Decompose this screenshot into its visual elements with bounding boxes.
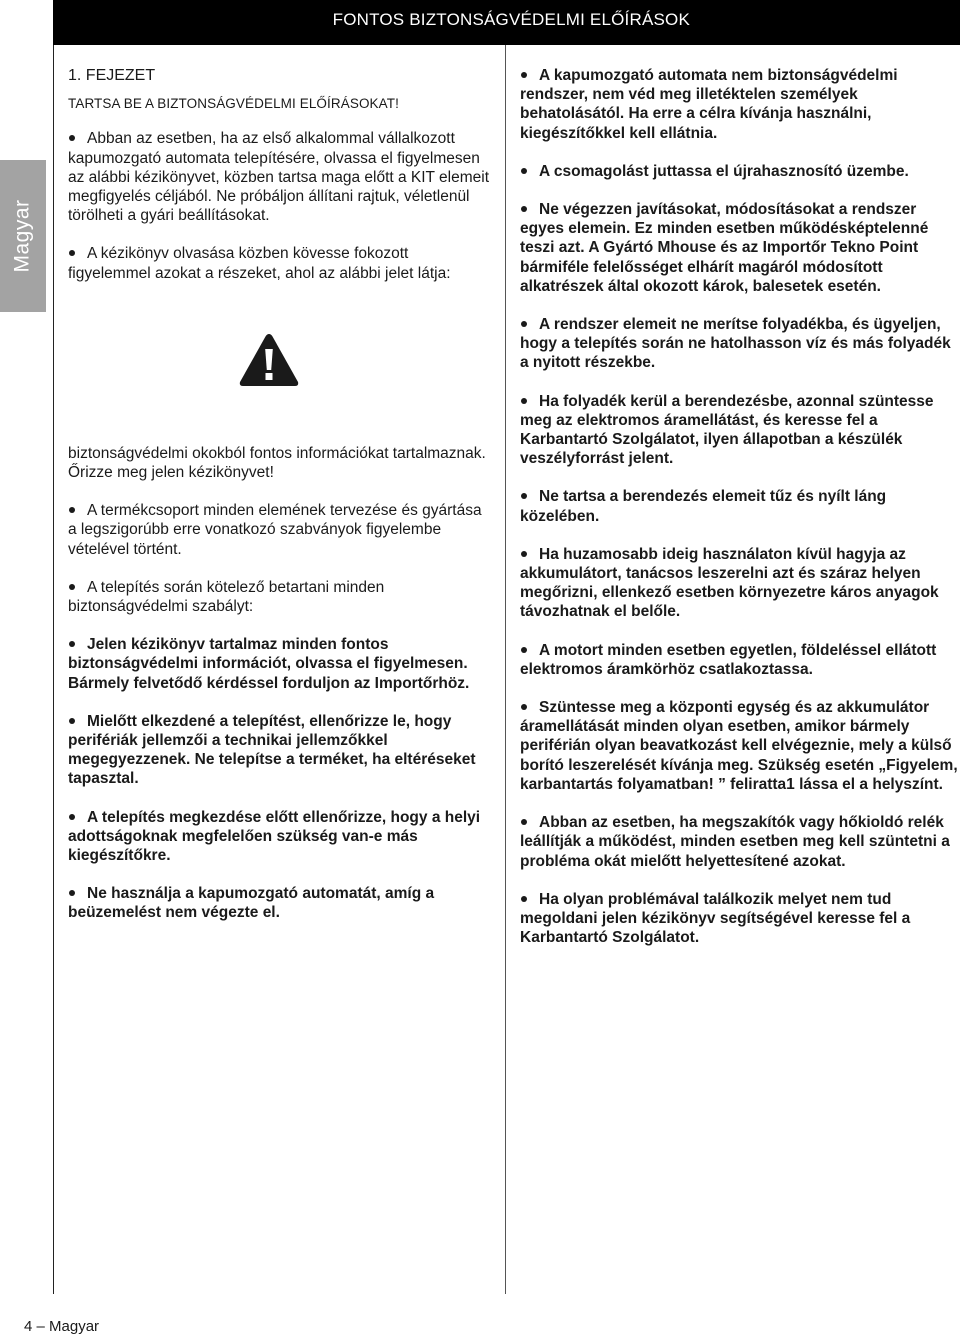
list-item-text: Ne használja a kapumozgató automatát, amíg a beüzemelést nem végezte el. <box>68 885 435 922</box>
list-item-text: Jelen kézikönyv tartalmaz minden fontos biztonságvédelmi információt, olvassa el figyelmesen. Bármely felvetődő kérdéssel forduljon az Importőrhöz. <box>68 636 470 692</box>
bullet-icon <box>69 814 75 820</box>
list-item-text: A rendszer elemeit ne merítse folyadékba, és ügyeljen, hogy a telepítés során ne hatolhasson víz és más folyadék a nyitott részekbe. <box>520 316 951 372</box>
bullet-icon <box>521 896 527 902</box>
warning-symbol-area <box>68 302 493 444</box>
list-item <box>520 813 960 871</box>
bullet-icon <box>521 72 527 78</box>
bullet-icon <box>521 493 527 499</box>
list-item-text: Ne végezzen javításokat, módosításokat a rendszer egyes elemein. Ez minden esetben működésképtelenné teszi azt. A Gyártó Mhouse és az Importőr Tekno Point bármiféle felelősséget elhárít magáról módosított alkatrészek által okozott károk, balesetek esetén. <box>520 201 929 295</box>
bullet-icon <box>69 718 75 724</box>
left-margin-rule <box>53 45 54 1294</box>
warning-note <box>68 444 493 482</box>
list-item-text: Ha olyan problémával találkozik melyet nem tud megoldani jelen kézikönyv segítségével keresse fel a Karbantartó Szolgálatot. <box>520 890 911 947</box>
list-item <box>520 641 960 679</box>
right-column <box>520 66 960 966</box>
bullet-icon <box>521 168 527 174</box>
bullet-icon <box>69 507 75 513</box>
list-item-text: A termékcsoport minden elemének tervezése és gyártása a legszigorúbb erre vonatkozó szabványok figyelembe vételével történt. <box>68 502 482 558</box>
bullet-icon <box>521 398 527 404</box>
list-item-text: Ha folyadék kerül a berendezésbe, azonnal szüntesse meg az elektromos áramellátást, és keresse fel a Karbantartó Szolgálatot, ilyen állapotban a készülék veszélyforrást jelent. <box>520 392 934 468</box>
bullet-icon <box>521 551 527 557</box>
warning-note-line: biztonságvédelmi okokból fontos információkat tartalmaznak. <box>68 444 486 462</box>
list-item <box>520 545 960 622</box>
section-subtitle: TARTSA BE A BIZTONSÁGVÉDELMI ELŐÍRÁSOKAT! <box>68 96 399 112</box>
list-item-text: A kézikönyv olvasása közben kövesse fokozott figyelemmel azokat a részeket, ahol az alábbi jelet látja: <box>68 245 451 282</box>
bullet-icon <box>69 250 75 256</box>
warning-triangle-icon <box>238 332 300 388</box>
bullet-icon <box>521 647 527 653</box>
list-item <box>68 129 493 225</box>
list-item <box>68 578 493 616</box>
list-item-text: A csomagolást juttassa el újrahasznosító üzembe. <box>539 162 909 180</box>
list-item-text: Ha huzamosabb ideig használaton kívül hagyja az akkumulátort, tanácsos leszerelni azt és száraz helyen megőrizni, ellenkező esetben környezetre káros anyagok távozhatnak el belőle. <box>520 545 939 621</box>
list-item <box>68 244 493 282</box>
list-item <box>520 487 960 525</box>
list-item-text: Abban az esetben, ha megszakítók vagy hőkioldó relék leállítják a működést, minden esetben meg kell szüntetni a probléma okát mielőtt helyettesítené azokat. <box>520 814 950 870</box>
bullet-icon <box>521 704 527 710</box>
chapter-heading: 1. FEJEZET <box>68 67 156 84</box>
list-item-text: A telepítés megkezdése előtt ellenőrizze, hogy a helyi adottságoknak megfelelően szükség van-e más kiegészítőkre. <box>68 808 481 865</box>
list-item-text: Mielőtt elkezdené a telepítést, ellenőrizze le, hogy perifériák jellemzői a technikai jellemzőkkel megegyezzenek. Ne telepítse a terméket, ha eltéréseket tapasztal. <box>68 712 476 788</box>
list-item-text: Szüntesse meg a központi egység és az akkumulátor áramellátását minden olyan esetben, amikor bármely periférián olyan beavatkozást kell elvégeznie, mely a külső borító leszerelését kívánja meg. Szükség esetén „Figyelem, karbantartás folyamatban! ” feliratta1 lássa el a helyszínt. <box>520 699 958 793</box>
list-item-text: Abban az esetben, ha az első alkalommal vállalkozott kapumozgató automata telepítésére, olvassa el figyelmesen az alábbi kézikönyvet, közben tartsa maga előtt a KIT elemeit megfigyelés céljából. Ne próbáljon állítani rajtuk, véletlenül törölheti a gyári beállításokat. <box>68 130 490 225</box>
list-item <box>68 884 493 922</box>
list-item <box>520 890 960 948</box>
list-item-text: A telepítés során kötelező betartani minden biztonságvédelmi szabályt: <box>68 578 385 616</box>
list-item <box>520 392 960 469</box>
bullet-icon <box>69 641 75 647</box>
bullet-icon <box>69 135 75 141</box>
list-item-text: Ne tartsa a berendezés elemeit tűz és nyílt láng közelében. <box>520 488 887 525</box>
left-column <box>68 66 493 942</box>
list-item-text: A kapumozgató automata nem biztonságvédelmi rendszer, nem véd meg illetéktelen személyek behatolásától. Ha erre a célra kívánja használni, kiegészítőkkel kell ellátnia. <box>520 67 898 142</box>
list-item <box>68 635 493 693</box>
bullet-icon <box>521 321 527 327</box>
list-item <box>520 162 960 181</box>
bullet-icon <box>69 584 75 590</box>
list-item <box>68 501 493 559</box>
side-tab-label: Magyar <box>11 199 34 273</box>
list-item <box>68 712 493 789</box>
list-item <box>68 808 493 866</box>
list-item <box>520 200 960 296</box>
page-footer: 4 – Magyar <box>24 1318 100 1335</box>
language-side-tab <box>0 160 46 312</box>
header-bar <box>53 0 960 45</box>
column-divider <box>505 45 506 1294</box>
page-header-title: FONTOS BIZTONSÁGVÉDELMI ELŐÍRÁSOK <box>332 10 690 29</box>
list-item <box>520 698 960 794</box>
list-item-text: A motort minden esetben egyetlen, földeléssel ellátott elektromos áramkörhöz csatlakoztassa. <box>520 641 937 678</box>
bullet-icon <box>69 890 75 896</box>
warning-note-line: Őrizze meg jelen kézikönyvet! <box>68 464 274 482</box>
bullet-icon <box>521 206 527 212</box>
list-item <box>520 66 960 143</box>
bullet-icon <box>521 819 527 825</box>
list-item <box>520 315 960 373</box>
